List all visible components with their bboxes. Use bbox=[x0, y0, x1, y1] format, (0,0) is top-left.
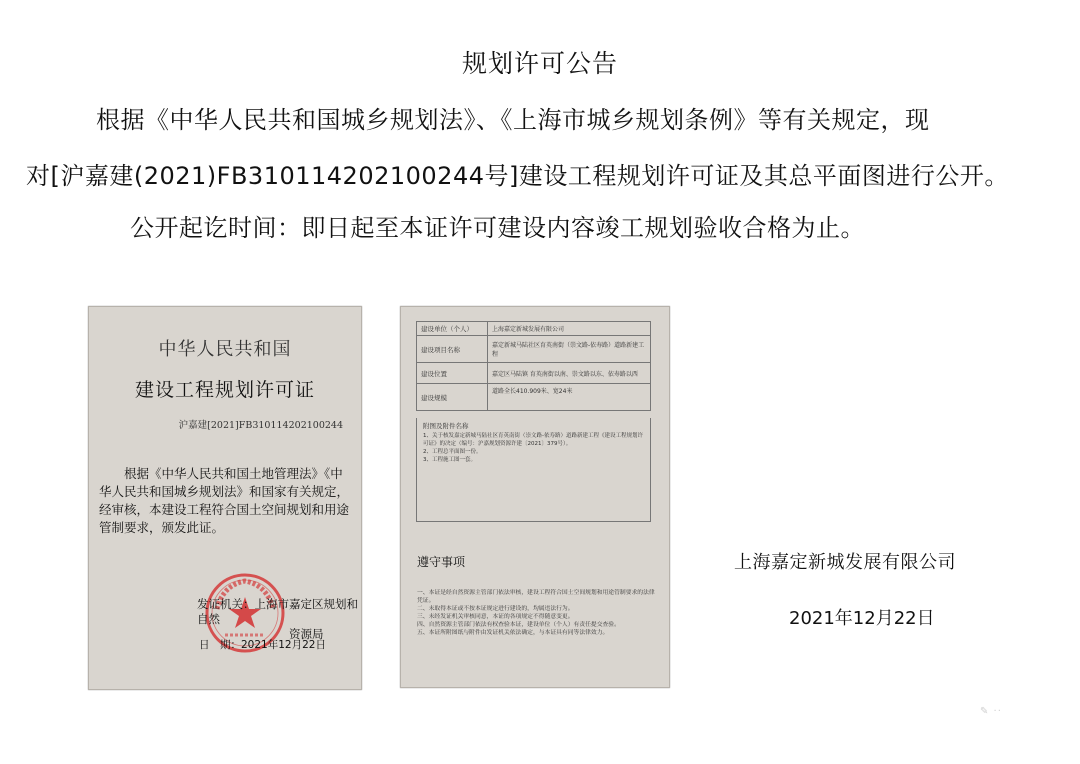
certificate-number: 沪嘉建[2021]FB310114202100244 bbox=[178, 420, 343, 431]
table-row bbox=[417, 363, 651, 384]
notice-paragraph-1-line-2: 对[沪嘉建(2021)FB310114202100244号]建设工程规划许可证及其总平面图进行公开。 bbox=[26, 162, 1009, 190]
list-item: 3、工程施工图一套。 bbox=[423, 457, 476, 463]
date-label: 日 期： bbox=[199, 639, 241, 651]
notice-paragraph-1-line-1: 根据《中华人民共和国城乡规划法》、《上海市城乡规划条例》等有关规定，现 bbox=[96, 106, 930, 134]
table-row bbox=[417, 322, 651, 336]
list-item: 四、自然资源主管部门依法有权查验本证，建设单位（个人）有责任提交查验。 bbox=[417, 622, 620, 628]
rules-title: 遵守事项 bbox=[417, 555, 466, 569]
certificate-back bbox=[400, 306, 670, 688]
list-item: 2、工程总平面图一份。 bbox=[423, 449, 482, 455]
table-row bbox=[417, 384, 651, 411]
date-value: 2021年12月22日 bbox=[241, 639, 326, 651]
certificate-body-text: 根据《中华人民共和国土地管理法》《中华人民共和国城乡规划法》和国家有关规定，经审核，本建设工程符合国土空间规划和用途管制要求，颁发此证。 bbox=[99, 466, 350, 535]
issuer-line-1: 上海市嘉定区规划和自然 bbox=[197, 597, 358, 626]
table-value: 嘉定区马陆镇 育英南街以南、崇文路以东、依寿路以西 bbox=[488, 363, 651, 384]
company-name: 上海嘉定新城发展有限公司 bbox=[734, 552, 956, 573]
issuer-label: 发证机关： bbox=[197, 597, 255, 611]
certificate-country: 中华人民共和国 bbox=[158, 339, 292, 360]
issuer-line-2: 资源局 bbox=[289, 627, 324, 641]
attachments-box bbox=[416, 418, 651, 522]
table-value: 上海嘉定新城发展有限公司 bbox=[488, 322, 651, 336]
table-value: 道路全长410.909米、宽24米 bbox=[488, 384, 651, 411]
list-item: 三、未经发证机关审核同意，本证的各项规定不得随意变更。 bbox=[417, 614, 574, 620]
list-item: 一、本证是经自然资源主管部门依法审核，建设工程符合国土空间规划和用途管制要求的法律凭证。 bbox=[417, 590, 655, 604]
certificate-title: 建设工程规划许可证 bbox=[134, 379, 315, 401]
rules-list bbox=[417, 589, 657, 637]
table-value: 嘉定新城马陆社区育英南街（崇文路-依寿路）道路新建工程 bbox=[488, 336, 651, 363]
certificate-date bbox=[199, 637, 326, 652]
notice-title: 规划许可公告 bbox=[461, 49, 618, 78]
table-key: 建设单位（个人） bbox=[417, 322, 488, 336]
certificate-issuer bbox=[197, 597, 361, 642]
watermark: ✎ ·· bbox=[980, 706, 1002, 717]
table-row bbox=[417, 336, 651, 363]
list-item: 五、本证所附图纸与附件由发证机关依法确定，与本证具有同等法律效力。 bbox=[417, 630, 609, 636]
table-key: 建设项目名称 bbox=[417, 336, 488, 363]
notice-date: 2021年12月22日 bbox=[789, 608, 935, 629]
table-key: 建设规模 bbox=[417, 384, 488, 411]
notice-paragraph-2: 公开起讫时间：即日起至本证许可建设内容竣工规划验收合格为止。 bbox=[130, 214, 865, 242]
list-item: 1、关于核发嘉定新城马陆社区育英南街（崇文路-依寿路）道路新建工程《建设工程规划许可证》的决定（编号：沪嘉规划资源许建〔2021〕379号）。 bbox=[423, 433, 643, 447]
certificate-front bbox=[88, 306, 362, 690]
list-item: 二、未取得本证或不按本证规定进行建设的，均属违法行为。 bbox=[417, 606, 574, 612]
attachments-title: 附图及附件名称 bbox=[423, 422, 469, 430]
certificate-details-table bbox=[416, 321, 651, 411]
table-key: 建设位置 bbox=[417, 363, 488, 384]
